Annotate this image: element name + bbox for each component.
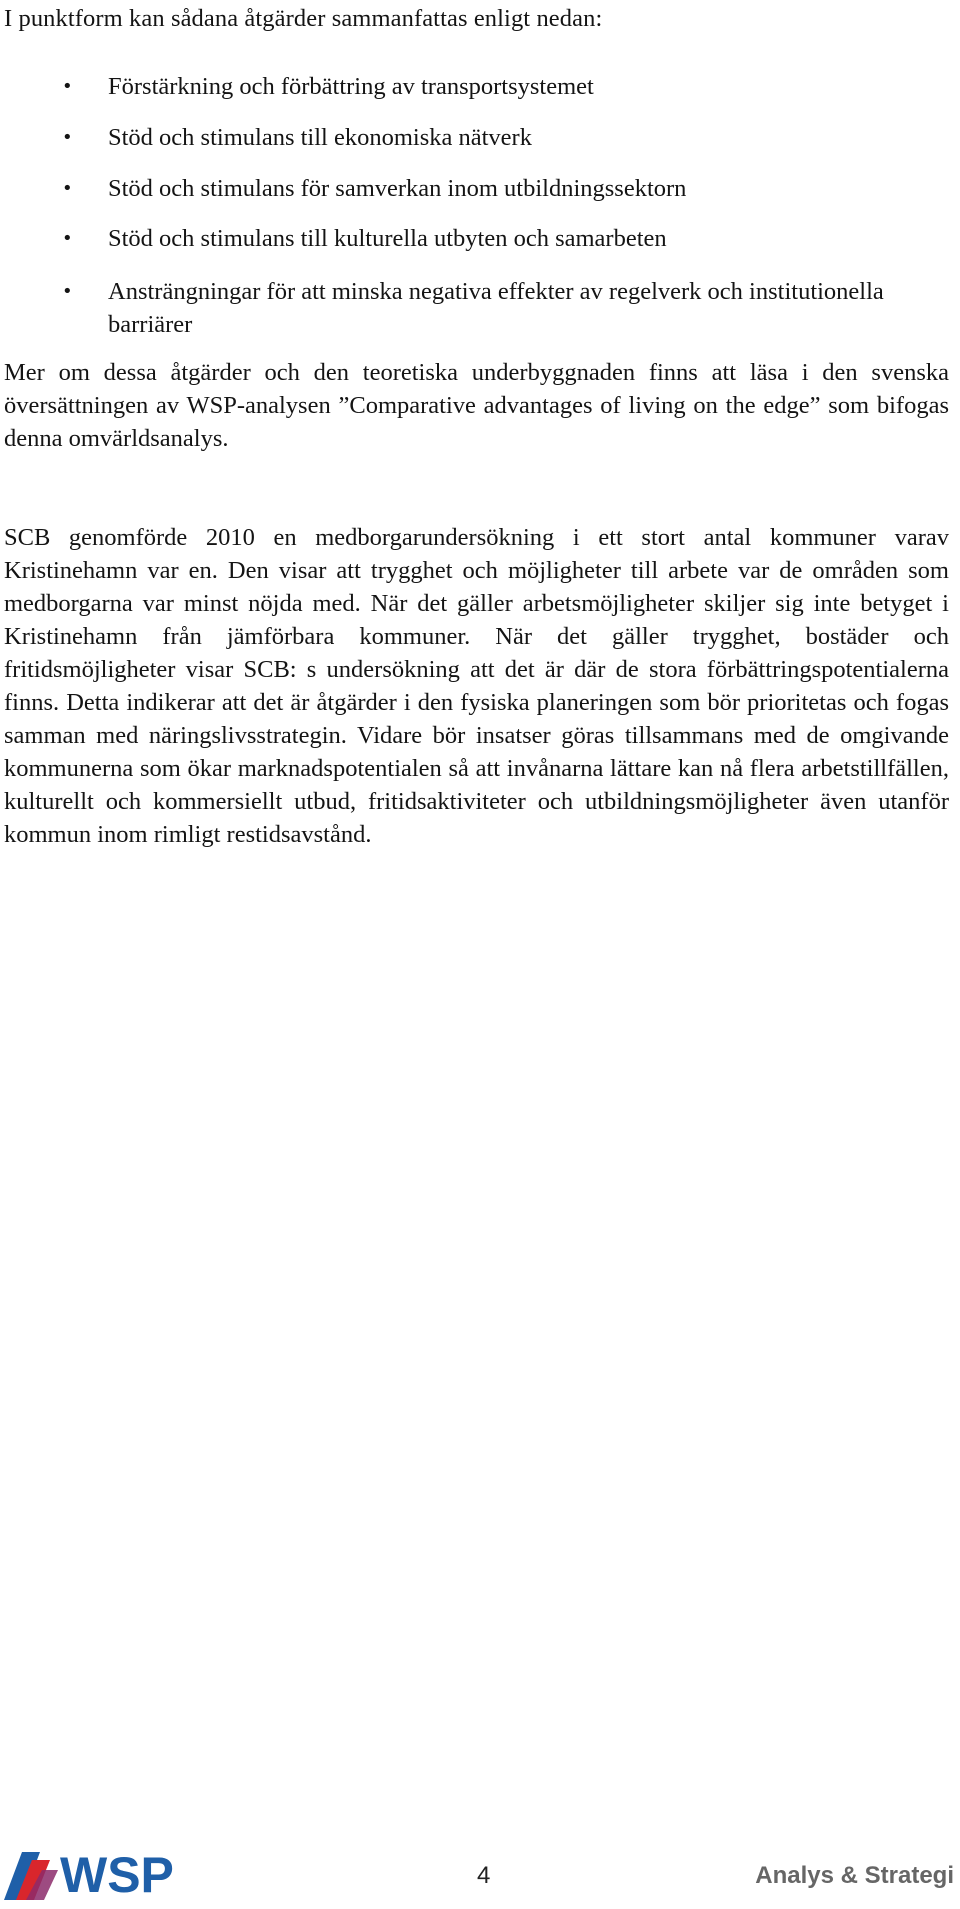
wsp-logo xyxy=(2,1842,192,1904)
bullet-dot-icon: • xyxy=(62,178,73,199)
list-item xyxy=(4,275,928,341)
intro-text: I punktform kan sådana åtgärder sammanfattas enligt nedan: xyxy=(4,5,603,32)
list-item xyxy=(4,70,594,103)
bullet-dot-icon: • xyxy=(62,228,73,249)
list-item-text: Förstärkning och förbättring av transportsystemet xyxy=(108,73,594,100)
list-item-text: Stöd och stimulans till ekonomiska nätverk xyxy=(108,124,532,151)
list-item xyxy=(4,222,667,255)
list-item-text: Stöd och stimulans till kulturella utbyten och samarbeten xyxy=(108,225,667,252)
list-item xyxy=(4,172,686,205)
list-item xyxy=(4,121,532,154)
document-body xyxy=(4,0,954,848)
bullet-dot-icon: • xyxy=(62,76,73,97)
page-number: 4 xyxy=(477,1862,491,1889)
page-footer xyxy=(0,1842,960,1909)
bullet-dot-icon: • xyxy=(62,281,73,302)
list-item-text: Ansträngningar för att minska negativa effekter av regelverk och institutionella barriärer xyxy=(108,278,884,338)
footer-title: Analys & Strategi xyxy=(755,1862,954,1889)
logo-text: WSP xyxy=(60,1847,174,1903)
paragraph: SCB genomförde 2010 en medborgarundersökning i ett stort antal kommuner varav Kristinehamn var en. Den visar att trygghet och möjligheter till arbete var de områden som medborgarna var minst nöjda med. När det gäller arbetsmöjligheter skiljer sig inte betyget i Kristinehamn från jämförbara kommuner. När det gäller trygghet, bostäder och fritidsmöjligheter visar SCB: s undersökning att det är där de stora förbättringspotentialerna finns. Detta indikerar att det är åtgärder i den fysiska planeringen som bör prioritetas och fogas samman med näringslivsstrategin. Vidare bör insatser göras tillsammans med de omgivande kommunerna som ökar marknadspotentialen så att invånarna lättare kan nå flera arbetstillfällen, kulturellt och kommersiellt utbud, fritidsaktiviteter och utbildningsmöjligheter även utanför kommun inom rimligt restidsavstånd. xyxy=(4,524,949,848)
paragraph: Mer om dessa åtgärder och den teoretiska underbyggnaden finns att läsa i den svenska översättningen av WSP-analysen ”Comparative advantages of living on the edge” som bifogas denna omvärldsanalys. xyxy=(4,359,949,452)
bullet-dot-icon: • xyxy=(62,127,73,148)
list-item-text: Stöd och stimulans för samverkan inom utbildningssektorn xyxy=(108,175,687,202)
